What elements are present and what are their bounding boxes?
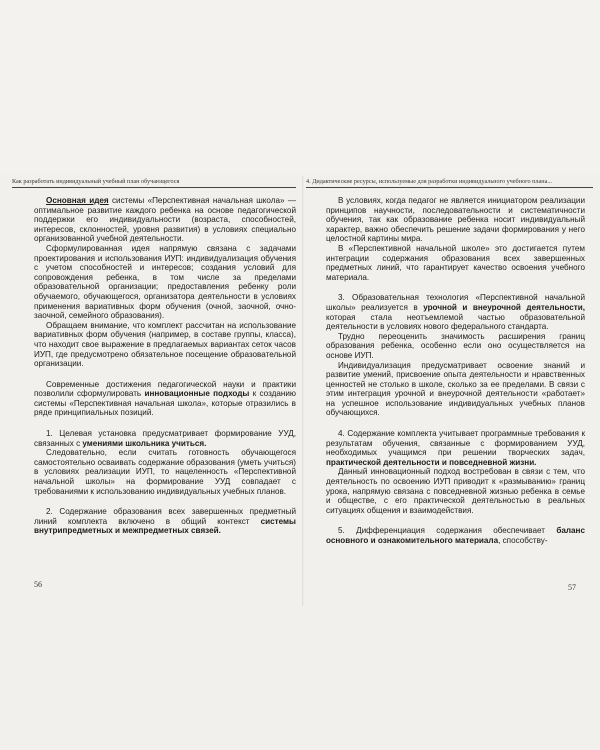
- paragraph-text: , способству-: [498, 536, 548, 545]
- paragraph-text: к созданию системы «Перспективная начальная школа», которые отразились в ряде принципиальных позиций.: [34, 389, 296, 418]
- bold-phrase: баланс основного и ознакомительного материала: [326, 526, 585, 545]
- bold-lead: Основная идея: [46, 196, 109, 205]
- paragraph-text: 5. Дифференциация содержания обеспечивает: [338, 526, 557, 536]
- paragraph-text: 1. Целевая установка предусматривает формирование УУД, связанных с: [34, 429, 296, 448]
- left-page-number: 56: [34, 580, 42, 589]
- paragraph: [326, 526, 585, 545]
- paragraph-text: 4. Содержание комплекта учитывает программные требования к результатам обучения, связанные с формированием УУД, необходимых учащимся при решении творческих задач,: [326, 429, 585, 458]
- paragraph: Данный инновационный подход востребован в связи с тем, что деятельность по освоению ИУП приводит к «размыванию» границ урока, напрямую связана с повседневной жизнью ребенка в семье и обществе, с его практической деятельностью в реальных ситуациях общения и взаимодействия.: [326, 467, 585, 515]
- paragraph: [34, 429, 296, 448]
- paragraph: Обращаем внимание, что комплект рассчитан на использование вариативных форм обучения (например, в составе группы, класса), что находит свое выражение в предлагаемых вариантах сеток часов ИУП, где предусмотрено обязательное посещение образовательной организации.: [34, 320, 296, 369]
- paragraph: [326, 293, 585, 331]
- paragraph: Индивидуализация предусматривает освоение знаний и развитие умений, присвоение опыта деятельности и нравственных ценностей не столько в школе, сколько за ее пределами. В связи с этим интеграция урочной и внеурочной деятельности «работает» на успешное использование индивидуальных учебных планов обучающихся.: [326, 360, 585, 418]
- bold-phrase: практической деятельности и повседневной жизни.: [326, 457, 537, 467]
- paragraph-text: которая стала неотъемлемой частью образовательной деятельности в условиях нового федерального стандарта.: [326, 312, 585, 332]
- left-page: [12, 178, 302, 618]
- paragraph: [34, 196, 296, 244]
- paragraph: Трудно переоценить значимость расширения границ образования ребенка, особенно если оно осуществляется на основе ИУП.: [326, 331, 585, 360]
- paragraph-text: Современные достижения педагогической науки и практики позволили сформулировать: [34, 379, 296, 399]
- bold-phrase: урочной и внеурочной деятельности,: [423, 302, 585, 312]
- right-page-number: 57: [568, 583, 576, 592]
- paragraph: [34, 507, 296, 536]
- blank-top-area: [0, 0, 600, 175]
- left-running-head: Как разработать индивидуальный учебный план обучающегося: [12, 178, 296, 188]
- paragraph-text: 3. Образовательная технология «Перспективной начальной школы» реализуется в: [326, 293, 585, 312]
- paragraph: В условиях, когда педагог не является инициатором реализации принципов научности, последовательности и систематичности обучения, так как образование ребенка носит индивидуальный характер, важно обеспечить решение задачи формирования у него целостной картины мира.: [326, 196, 585, 244]
- bold-phrase: системы внутрипредметных и межпредметных связей.: [34, 516, 296, 536]
- paragraph: Сформулированная идея напрямую связана с задачами проектирования и использования ИУП: индивидуализация обучения с учетом способностей и интересов; создания условий для сопровождения ребенка, в том числе за пределами образовательной организации; предоставления ребенку роли обучаемого, обучающегося, организатора деятельности в условиях применения вариативных форм обучения (очной, заочной, очно-заочной, семейного образования).: [34, 243, 296, 321]
- book-gutter: [302, 176, 304, 606]
- paragraph: [326, 429, 585, 467]
- right-page: [306, 178, 593, 618]
- paragraph: Следовательно, если считать готовность обучающегося самостоятельно осваивать содержание образования (уметь учиться) в условиях реализации ИУП, то нацеленность «Перспективной начальной школы» на формирование УУД совпадает с требованиями к использованию индивидуальных учебных планов.: [34, 448, 296, 496]
- bold-phrase: инновационные подходы: [144, 389, 250, 399]
- bold-phrase: умениями школьника учиться.: [82, 438, 207, 448]
- left-page-body: [12, 196, 302, 536]
- paragraph: В «Перспективной начальной школе» это достигается путем интеграции содержания образования всех завершенных предметных линий, что гарантирует качество освоения учебного материала.: [326, 243, 585, 282]
- right-page-body: [306, 196, 593, 546]
- right-running-head: 4. Дидактические ресурсы, используемые для разработки индивидуального учебного плана...: [306, 178, 593, 188]
- paragraph-text: 2. Содержание образования всех завершенных предметный линий комплекта включено в общий контекст: [34, 507, 296, 526]
- paragraph: [34, 380, 296, 418]
- paragraph-text: системы «Перспективная начальная школа» — оптимальное развитие каждого ребенка на основе педагогической поддержки его индивидуальности (возраста, способностей, интересов, склонностей, уровня развития) в условиях специально организованной учебной деятельности.: [34, 196, 296, 244]
